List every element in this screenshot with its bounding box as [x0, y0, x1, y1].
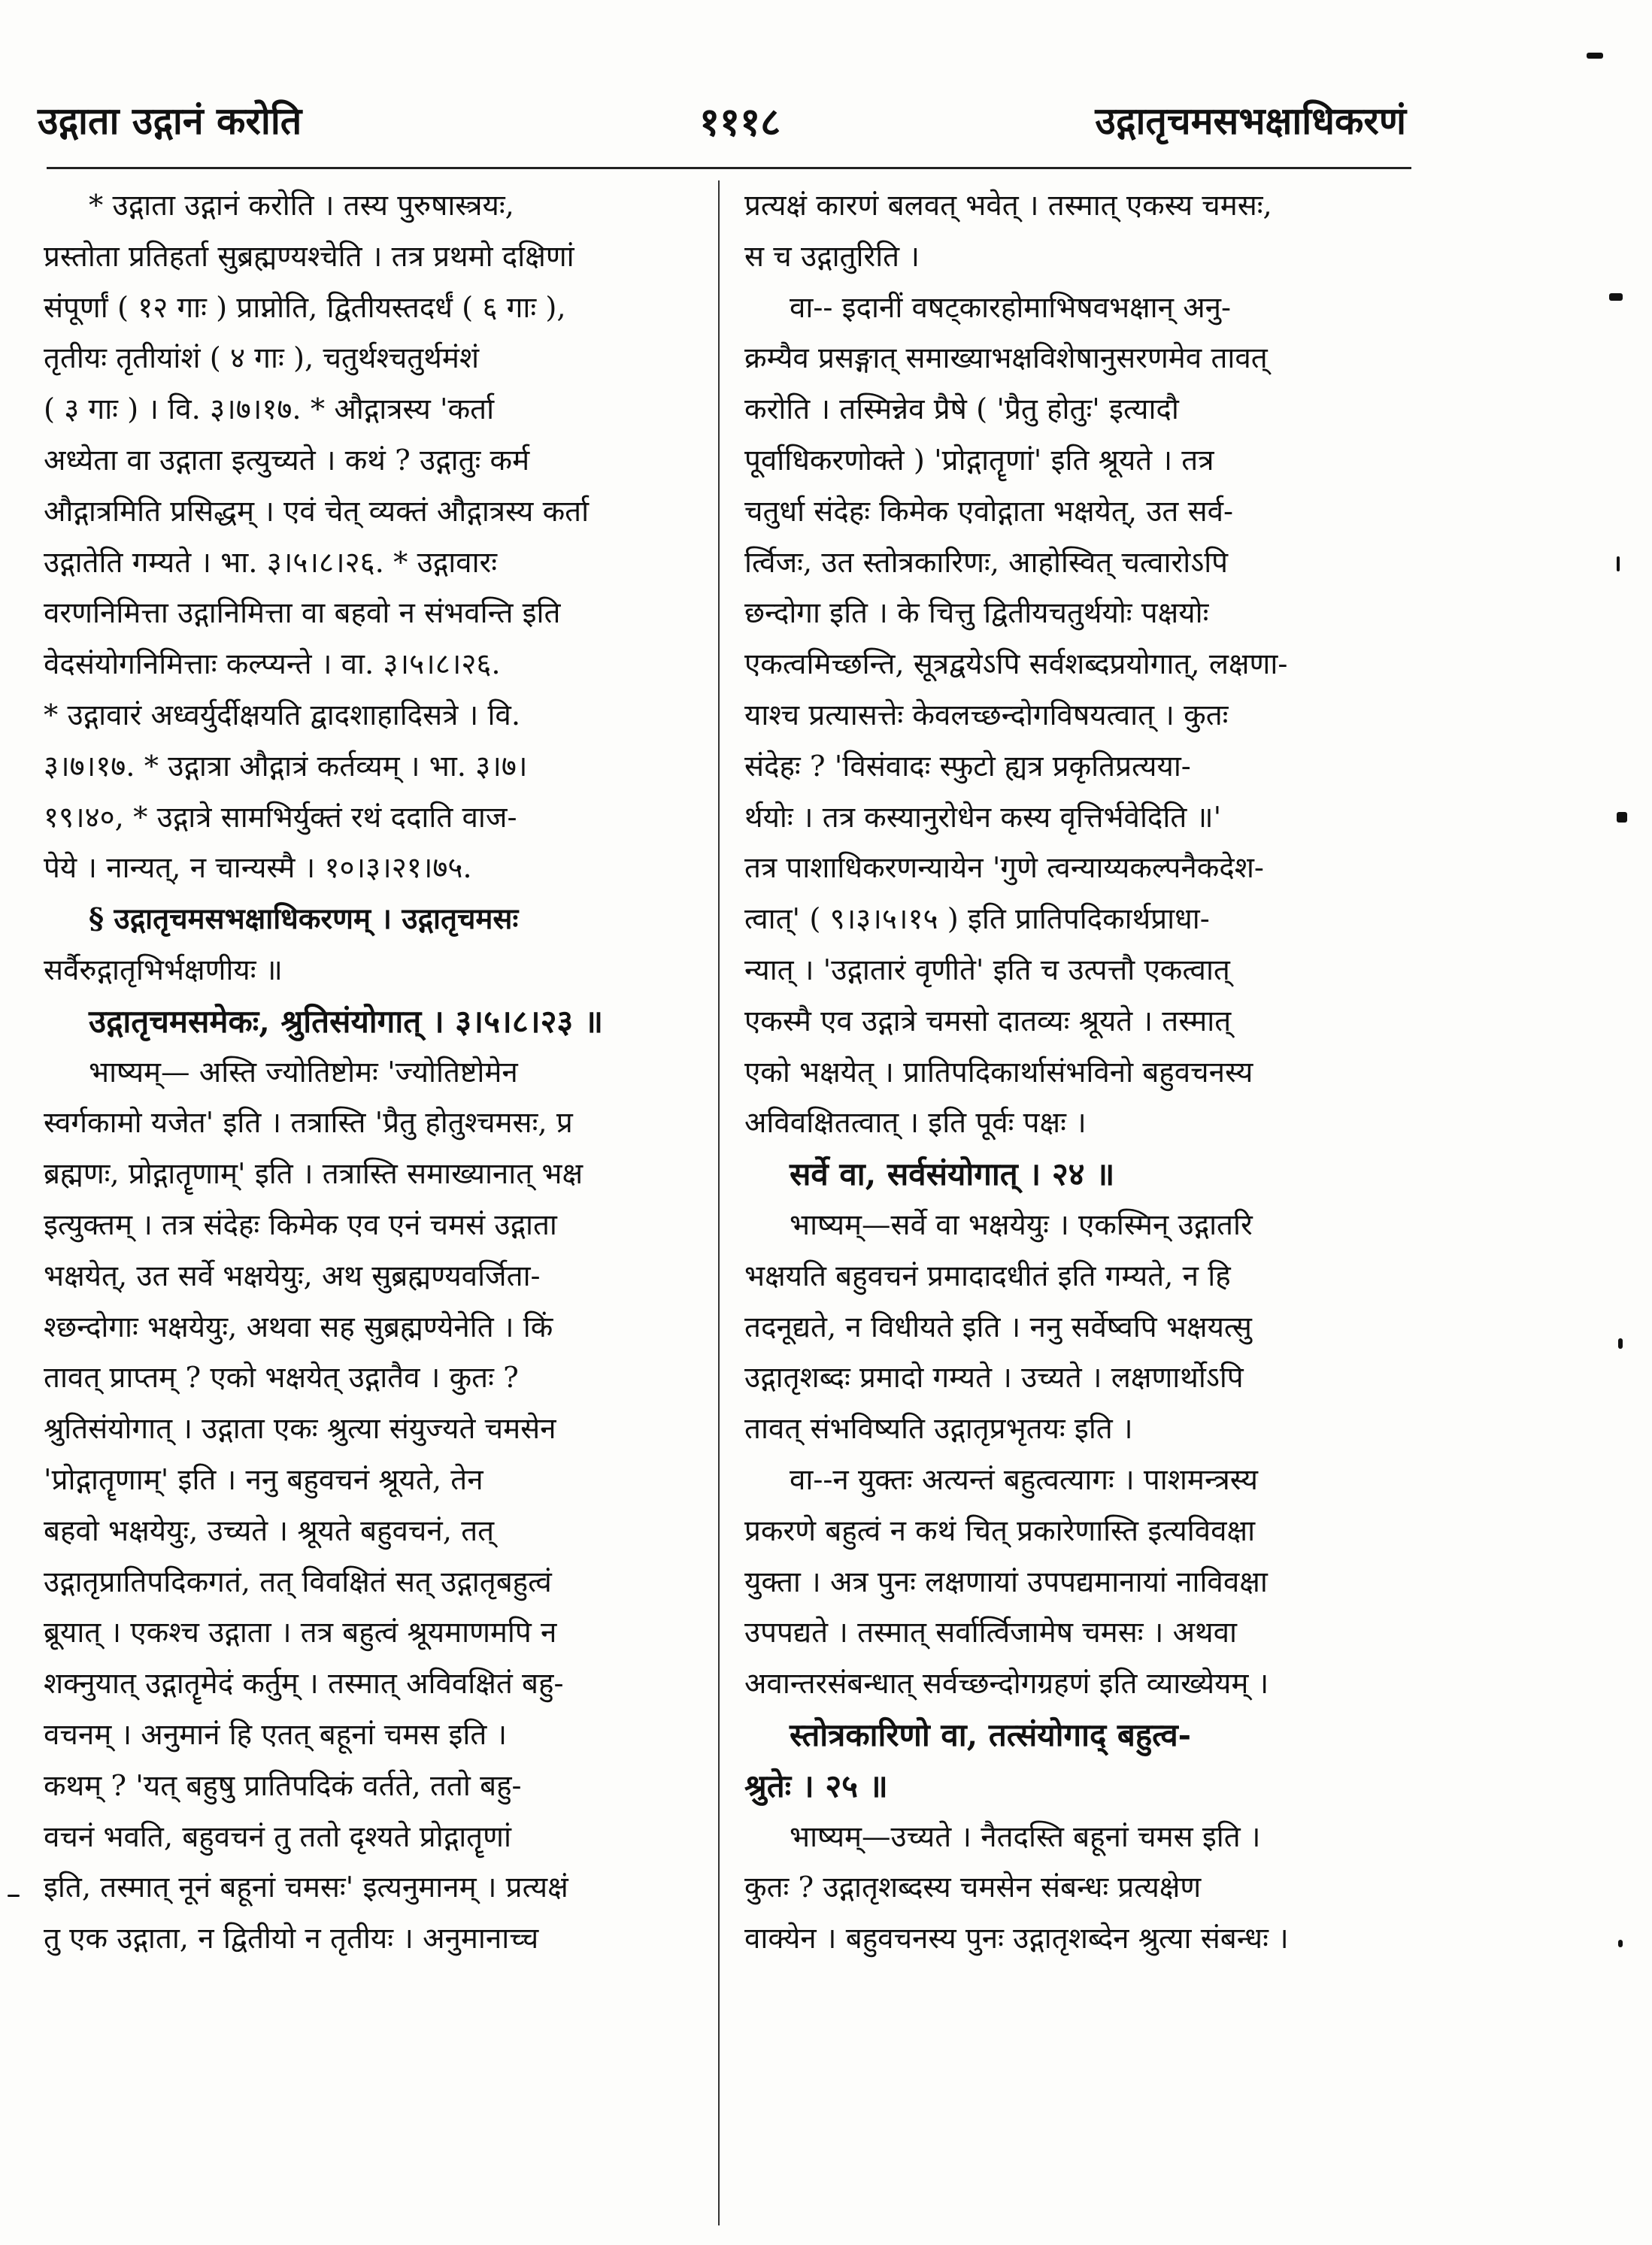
- text-line: संपूर्णां ( १२ गाः ) प्राप्नोति, द्वितीयस्तदर्धं ( ६ गाः ),: [44, 290, 566, 325]
- text-line: प्रस्तोता प्रतिहर्ता सुब्रह्मण्यश्चेति । तत्र प्रथमो दक्षिणां: [44, 239, 574, 274]
- page-header: [38, 94, 1406, 154]
- text-line: वा-- इदानीं वषट्कारहोमाभिषवभक्षान् अनु-: [790, 290, 1232, 325]
- text-line: कुतः ? उद्गातृशब्दस्य चमसेन संबन्धः प्रत्यक्षेण: [744, 1871, 1202, 1905]
- text-line: संदेहः ? 'विसंवादः स्फुटो ह्यत्र प्रकृतिप्रत्यया-: [744, 749, 1191, 783]
- scan-speck: [1618, 1940, 1623, 1947]
- text-line: भाष्यम्— अस्ति ज्योतिष्टोमः 'ज्योतिष्टोमेन: [89, 1055, 518, 1089]
- text-line: ( ३ गाः ) । वि. ३।७।१७. * औद्गात्रस्य 'कर्ता: [44, 392, 495, 427]
- text-line: * उद्गावारं अध्वर्युर्दीक्षयति द्वादशाहादिसत्रे । वि.: [44, 698, 521, 732]
- text-line: वा--न युक्तः अत्यन्तं बहुत्वत्यागः । पाशमन्त्रस्य: [790, 1462, 1259, 1497]
- text-line: एकत्वमिच्छन्ति, सूत्रद्वयेऽपि सर्वशब्दप्रयोगात्, लक्षणा-: [744, 647, 1288, 682]
- text-line: कथम् ? 'यत् बहुषु प्रातिपदिकं वर्तते, ततो बहु-: [44, 1768, 522, 1803]
- text-line: श्रुतेः । २५ ॥: [744, 1767, 888, 1804]
- text-line: ब्रूयात् । एकश्च उद्गाता । तत्र बहुत्वं श्रूयमाणमपि न: [44, 1616, 557, 1650]
- text-line: सर्वैरुद्गातृभिर्भक्षणीयः ॥: [44, 953, 283, 987]
- text-line: सर्वे वा, सर्वसंयोगात् । २४ ॥: [790, 1156, 1115, 1193]
- column-divider: [718, 180, 720, 2225]
- text-line: वेदसंयोगनिमित्ताः कल्प्यन्ते । वा. ३।५।८।२६.: [44, 647, 501, 682]
- text-line: अविवक्षितत्वात् । इति पूर्वः पक्षः ।: [744, 1106, 1087, 1141]
- text-line: याश्च प्रत्यासत्तेः केवलच्छन्दोगविषयत्वात् । कुतः: [744, 698, 1229, 732]
- text-line: उद्गातृशब्दः प्रमादो गम्यते । उच्यते । लक्षणार्थोऽपि: [744, 1361, 1244, 1395]
- text-line: उद्गातेति गम्यते । भा. ३।५।८।२६. * उद्गावारः: [44, 545, 498, 580]
- text-line: १९।४०, * उद्गात्रे सामभिर्युक्तं रथं ददाति वाज-: [44, 800, 517, 835]
- text-line: क्रम्यैव प्रसङ्गात् समाख्याभक्षविशेषानुसरणमेव तावत्: [744, 341, 1268, 376]
- scan-speck: [1618, 1338, 1623, 1349]
- text-line: तु एक उद्गाता, न द्वितीयो न तृतीयः । अनुमानाच्च: [44, 1922, 539, 1956]
- text-line: भाष्यम्—सर्वे वा भक्षयेयुः । एकस्मिन् उद्गातरि: [790, 1207, 1253, 1242]
- text-line: तावत् संभविष्यति उद्गातृप्रभृतयः इति ।: [744, 1412, 1133, 1447]
- text-line: प्रकरणे बहुत्वं न कथं चित् प्रकारेणास्ति इत्यविवक्षा: [744, 1513, 1256, 1548]
- scan-speck: [1609, 293, 1623, 301]
- text-line: * उद्गाता उद्गानं करोति । तस्य पुरुषास्त्रयः,: [89, 189, 514, 223]
- text-line: अध्येता वा उद्गाता इत्युच्यते । कथं ? उद्गातुः कर्म: [44, 443, 530, 477]
- header-right-title: उद्गातृचमसभक्षाधिकरणं: [1095, 98, 1406, 143]
- text-line: त्वात्' ( ९।३।५।१५ ) इति प्रातिपदिकार्थप्राधा-: [744, 902, 1210, 937]
- text-line: एको भक्षयेत् । प्रातिपदिकार्थासंभविनो बहुवचनस्य: [744, 1055, 1253, 1089]
- text-line: ब्रह्मणः, प्रोद्गातॄणाम्' इति । तत्रास्ति समाख्यानात् भक्ष: [44, 1157, 584, 1192]
- scan-speck: [8, 1895, 20, 1897]
- text-line: र्थयोः । तत्र कस्यानुरोधेन कस्य वृत्तिर्भवेदिति ॥': [744, 800, 1222, 835]
- text-line: भक्षयति बहुवचनं प्रमादादधीतं इति गम्यते, न हि: [744, 1259, 1231, 1293]
- text-line: ३।७।१७. * उद्गात्रा औद्गात्रं कर्तव्यम् । भा. ३।७।: [44, 749, 528, 783]
- text-line: स्तोत्रकारिणो वा, तत्संयोगाद् बहुत्व-: [790, 1716, 1192, 1753]
- text-line: वाक्येन । बहुवचनस्य पुनः उद्गातृशब्देन श्रुत्या संबन्धः ।: [744, 1922, 1289, 1956]
- text-line: श्रुतिसंयोगात् । उद्गाता एकः श्रुत्या संयुज्यते चमसेन: [44, 1412, 556, 1447]
- text-line: अवान्तरसंबन्धात् सर्वच्छन्दोगग्रहणं इति व्याख्येयम् ।: [744, 1667, 1269, 1701]
- text-line: पूर्वाधिकरणोक्ते ) 'प्रोद्गातॄणां' इति श्रूयते । तत्र: [744, 443, 1214, 477]
- scan-speck: [1587, 53, 1603, 59]
- page-number: १११८: [699, 99, 781, 145]
- left-column: [44, 180, 698, 1965]
- text-line: इत्युक्तम् । तत्र संदेहः किमेक एव एनं चमसं उद्गाता: [44, 1207, 557, 1242]
- text-line: स च उद्गातुरिति ।: [744, 239, 920, 274]
- right-column: [744, 180, 1410, 1965]
- text-line: स्वर्गकामो यजेत' इति । तत्रास्ति 'प्रैतु होतुश्चमसः, प्र: [44, 1106, 573, 1141]
- text-line: श्छन्दोगाः भक्षयेयुः, अथवा सह सुब्रह्मण्येनेति । किं: [44, 1310, 553, 1344]
- text-line: भाष्यम्—उच्यते । नैतदस्ति बहूनां चमस इति ।: [790, 1819, 1261, 1854]
- header-left-title: उद्गाता उद्गानं करोति: [38, 98, 302, 143]
- text-line: वचनं भवति, बहुवचनं तु ततो दृश्यते प्रोद्गातॄणां: [44, 1819, 511, 1854]
- text-line: भक्षयेत्, उत सर्वे भक्षयेयुः, अथ सुब्रह्मण्यवर्जिता-: [44, 1259, 541, 1293]
- scan-speck: [1617, 556, 1620, 571]
- text-line: 'प्रोद्गातॄणाम्' इति । ननु बहुवचनं श्रूयते, तेन: [44, 1462, 483, 1497]
- text-line: युक्ता । अत्र पुनः लक्षणायां उपपद्यमानायां नाविवक्षा: [744, 1565, 1268, 1599]
- text-line: तत्र पाशाधिकरणन्यायेन 'गुणे त्वन्याय्यकल्पनैकदेश-: [744, 851, 1264, 886]
- text-line: उद्गातृप्रातिपदिकगतं, तत् विवक्षितं सत् उद्गातृबहुत्वं: [44, 1565, 552, 1599]
- header-rule: [47, 167, 1411, 169]
- text-line: प्रत्यक्षं कारणं बलवत् भवेत् । तस्मात् एकस्य चमसः,: [744, 189, 1272, 223]
- text-line: पेये । नान्यत्, न चान्यस्मै । १०।३।२१।७५.: [44, 851, 472, 886]
- text-line: § उद्गातृचमसभक्षाधिकरणम् । उद्गातृचमसः: [89, 902, 519, 937]
- text-line: तदनूद्यते, न विधीयते इति । ननु सर्वेष्वपि भक्षयत्सु: [744, 1310, 1252, 1344]
- text-line: करोति । तस्मिन्नेव प्रैषे ( 'प्रैतु होतुः' इत्यादौ: [744, 392, 1179, 427]
- text-line: उपपद्यते । तस्मात् सर्वार्त्विजामेष चमसः । अथवा: [744, 1616, 1237, 1650]
- text-line: चतुर्धा संदेहः किमेक एवोद्गाता भक्षयेत्, उत सर्व-: [744, 494, 1234, 529]
- text-line: बहवो भक्षयेयुः, उच्यते । श्रूयते बहुवचनं, तत्: [44, 1513, 495, 1548]
- text-line: न्यात् । 'उद्गातारं वृणीते' इति च उत्पत्तौ एकत्वात्: [744, 953, 1230, 987]
- text-line: तावत् प्राप्तम् ? एको भक्षयेत् उद्गातैव । कुतः ?: [44, 1361, 519, 1395]
- text-line: वचनम् । अनुमानं हि एतत् बहूनां चमस इति ।: [44, 1717, 508, 1752]
- text-line: वरणनिमित्ता उद्गानिमित्ता वा बहवो न संभवन्ति इति: [44, 596, 561, 631]
- text-line: तृतीयः तृतीयांशं ( ४ गाः ), चतुर्थश्चतुर्थमंशं: [44, 341, 480, 376]
- text-line: एकस्मै एव उद्गात्रे चमसो दातव्यः श्रूयते । तस्मात्: [744, 1004, 1232, 1038]
- text-line: औद्गात्रमिति प्रसिद्धम् । एवं चेत् व्यक्तं औद्गात्रस्य कर्ता: [44, 494, 590, 529]
- text-line: छन्दोगा इति । के चित्तु द्वितीयचतुर्थयोः पक्षयोः: [744, 596, 1209, 631]
- text-line: इति, तस्मात् नूनं बहूनां चमसः' इत्यनुमानम् । प्रत्यक्षं: [44, 1871, 568, 1905]
- text-line: र्त्विजः, उत स्तोत्रकारिणः, आहोस्वित् चत्वारोऽपि: [744, 545, 1229, 580]
- text-line: उद्गातृचमसमेकः, श्रुतिसंयोगात् । ३।५।८।२३ ॥: [89, 1002, 604, 1040]
- scan-speck: [1617, 812, 1627, 823]
- text-line: शक्नुयात् उद्गातॄमेदं कर्तुम् । तस्मात् अविवक्षितं बहु-: [44, 1667, 564, 1701]
